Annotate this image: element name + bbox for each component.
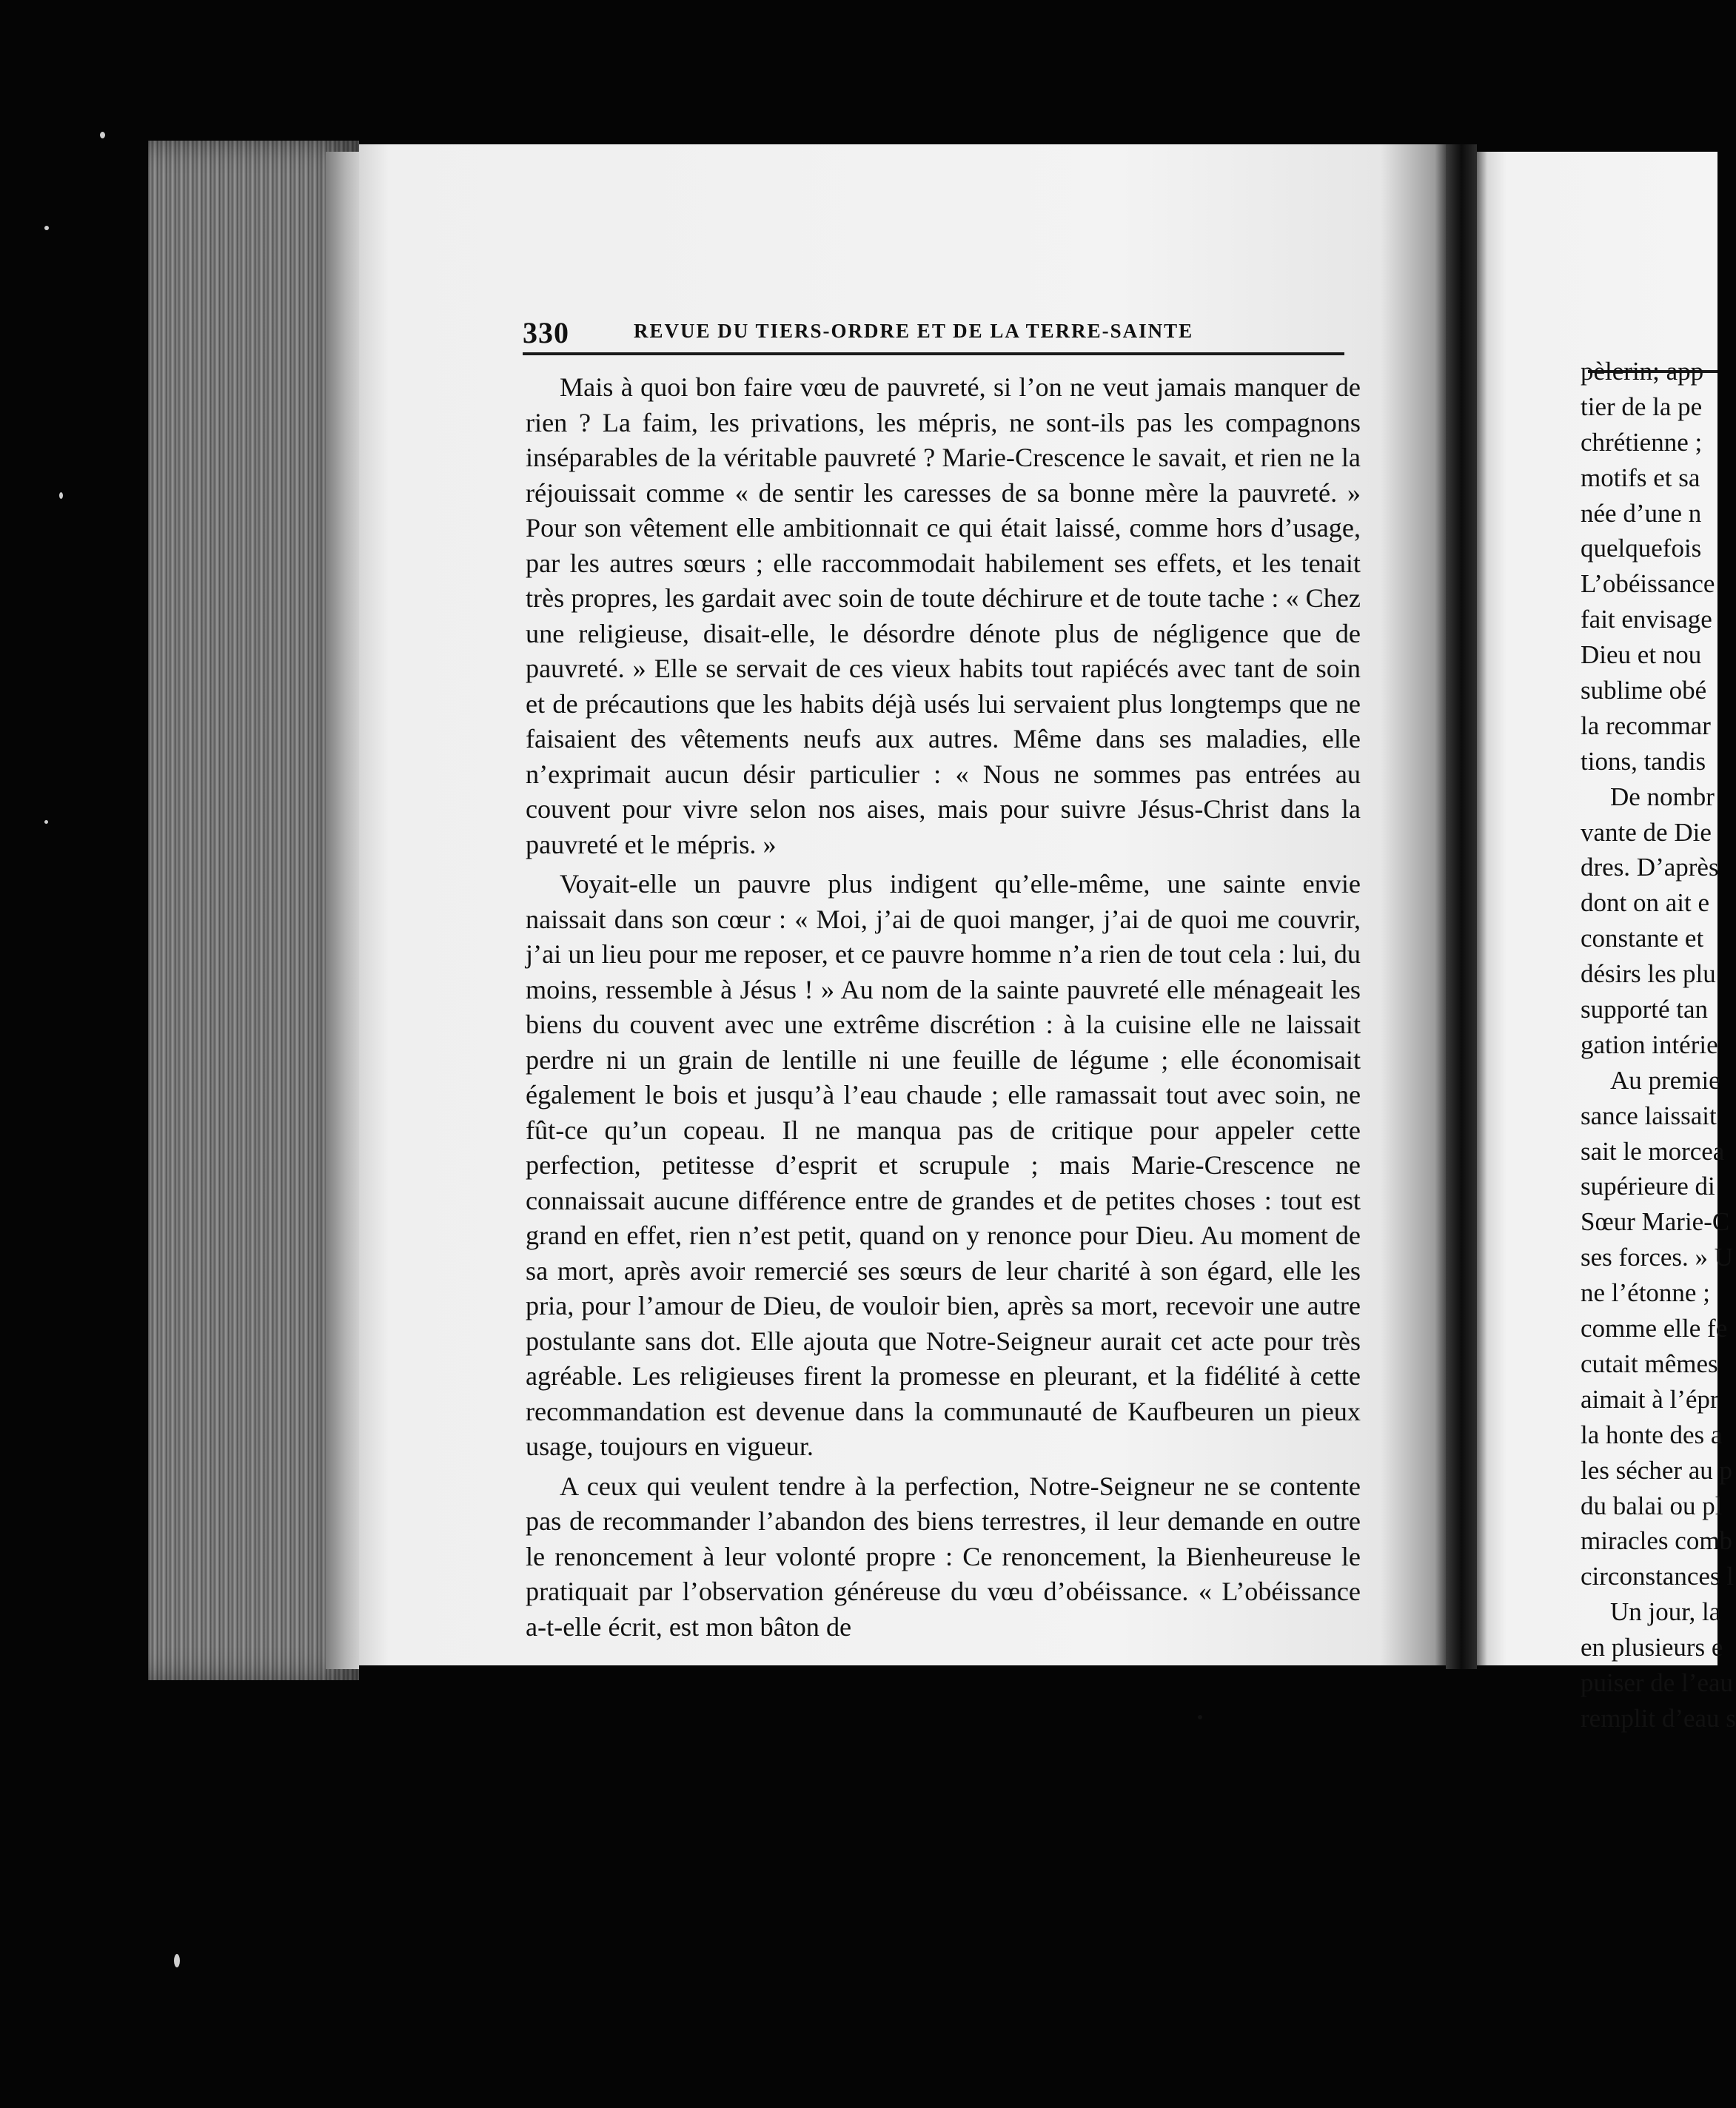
right-page-line: constante et xyxy=(1581,924,1704,953)
right-page-line: la recommar xyxy=(1581,711,1711,740)
right-page-line: sance laissait xyxy=(1581,1101,1717,1130)
right-page-line: née d’une n xyxy=(1581,498,1702,528)
right-page-line: ses forces. » U xyxy=(1581,1243,1734,1272)
right-page-text xyxy=(1581,354,1736,1736)
right-page-line: ne l’étonne ; xyxy=(1581,1278,1710,1308)
dust-speck xyxy=(100,132,105,138)
body-text xyxy=(526,370,1361,1645)
right-page-line: Sœur Marie-C xyxy=(1581,1207,1730,1237)
right-page-line: comme elle fe xyxy=(1581,1314,1728,1343)
right-page-line: Dieu et nou xyxy=(1581,640,1702,670)
right-page-line: cutait mêmes xyxy=(1581,1349,1718,1378)
dust-speck xyxy=(44,226,49,230)
header-rule xyxy=(523,352,1344,355)
right-page-line: circonstances l xyxy=(1581,1562,1734,1591)
right-page-line: fait envisage xyxy=(1581,605,1712,634)
right-page-line: miracles comb xyxy=(1581,1526,1733,1556)
page-number: 330 xyxy=(523,316,569,349)
right-page-line: du balai ou pl xyxy=(1581,1491,1723,1520)
right-page-line: supporté tan xyxy=(1581,995,1709,1024)
dust-speck xyxy=(59,492,63,499)
right-page-line: dres. D’après xyxy=(1581,853,1719,882)
right-page-line: L’obéissance xyxy=(1581,569,1715,599)
right-page-line: sublime obé xyxy=(1581,676,1707,705)
right-page-line: en plusieurs e xyxy=(1581,1633,1723,1662)
right-page-line: désirs les plu xyxy=(1581,959,1716,989)
right-page-line: Au premie xyxy=(1610,1065,1720,1095)
right-page-line: aimait à l’épr xyxy=(1581,1384,1719,1414)
right-page-line: puiser de l’eau xyxy=(1581,1668,1734,1697)
page-stack-front xyxy=(326,152,359,1669)
right-page-line: la honte des a xyxy=(1581,1420,1723,1449)
paragraph: Mais à quoi bon faire vœu de pauvreté, si l’on ne veut jamais manquer de rien ? La faim, les privations, les mépris, ne sont-ils pas les compagnons inséparables de la véritable pauvreté ? Marie-Crescence le savait, et rien ne la réjouissait comme « de sentir les caresses de sa bonne mère la pauvreté. » Pour son vêtement elle ambitionnait ce qui était laissé, comme hors d’usage, par les autres sœurs ; elle raccommodait habilement ses effets, et les tenait très propres, les gardait avec soin de toute déchirure et de toute tache : « Chez une religieuse, disait-elle, le désordre dénote plus de négligence que de pauvreté. » Elle se servait de ces vieux habits tout rapiécés avec tant de soin et de précautions que les habits déjà usés lui servaient plus longtemps que ne faisaient des vêtements neufs aux autres. Même dans ses maladies, elle n’exprimait aucun désir particulier : « Nous ne sommes pas entrées au couvent pour vivre selon nos aises, mais pour suivre Jésus-Christ dans la pauvreté et le mépris. » xyxy=(526,372,1361,859)
right-page-line: tier de la pe xyxy=(1581,392,1703,421)
dust-speck xyxy=(174,1954,180,1967)
paragraph: Voyait-elle un pauvre plus indigent qu’elle-même, une sainte envie naissait dans son cœur : « Moi, j’ai de quoi manger, j’ai de quoi me couvrir, j’ai un lieu pour me reposer, et ce pauvre homme n’a rien de tout cela : lui, du moins, ressemble à Jésus ! » Au nom de la sainte pauvreté elle ménageait les biens du couvent avec une extrême discrétion : à la cuisine elle ne laissait perdre ni un grain de lentille ni une feuille de légume ; elle économisait également le bois et jusqu’à l’eau chaude ; elle ramassait tout avec soin, ne fût-ce qu’un copeau. Il ne manqua pas de critique pour appeler cette perfection, petitesse d’esprit et scrupule ; mais Marie-Crescence ne connaissait aucune différence entre de grandes et de petites choses : tout est grand en effet, rien n’est petit, quand on y renonce pour Dieu. Au moment de sa mort, après avoir remercié ses sœurs de leur charité à son égard, elle les pria, pour l’amour de Dieu, de vouloir bien, après sa mort, recevoir une autre postulante sans dot. Elle ajouta que Notre-Seigneur aurait cet acte pour très agréable. Les religieuses firent la promesse en pleurant, et la fidélité à cette recommandation est devenue dans la communauté de Kaufbeuren un pieux usage, toujours en vigueur. xyxy=(526,869,1361,1461)
right-page-line: gation intérie xyxy=(1581,1030,1718,1059)
running-head xyxy=(523,311,1344,355)
right-page-line: tions, tandis xyxy=(1581,746,1706,776)
dust-speck xyxy=(44,820,48,824)
right-page-line: chrétienne ; xyxy=(1581,427,1703,457)
right-page-line: sait le morcea xyxy=(1581,1136,1725,1166)
right-page-line: les sécher au p xyxy=(1581,1455,1733,1485)
right-page-line: De nombr xyxy=(1610,782,1715,811)
right-page-line: motifs et sa xyxy=(1581,463,1700,492)
dust-speck xyxy=(1198,1715,1202,1719)
right-page-line: supérieure di xyxy=(1581,1172,1715,1201)
right-page-line: quelquefois xyxy=(1581,534,1702,563)
right-page-line: dont on ait e xyxy=(1581,888,1709,918)
paragraph: A ceux qui veulent tendre à la perfection, Notre-Seigneur ne se contente pas de recommander l’abandon des biens terrestres, il leur demande en outre le renoncement à leur volonté propre : Ce renoncement, la Bienheureuse le pratiquait par l’observation généreuse du vœu d’obéissance. « L’obéissance a-t-elle écrit, est mon bâton de xyxy=(526,1471,1361,1642)
right-page-line: pèlerin; app xyxy=(1581,357,1704,386)
right-page-line: vante de Die xyxy=(1581,817,1712,847)
right-page-line: remplit d’eau s xyxy=(1581,1703,1736,1733)
book-gutter xyxy=(1446,144,1477,1669)
right-page-line: Un jour, la xyxy=(1610,1597,1721,1627)
header-title: REVUE DU TIERS-ORDRE ET DE LA TERRE-SAINTE xyxy=(634,320,1194,342)
